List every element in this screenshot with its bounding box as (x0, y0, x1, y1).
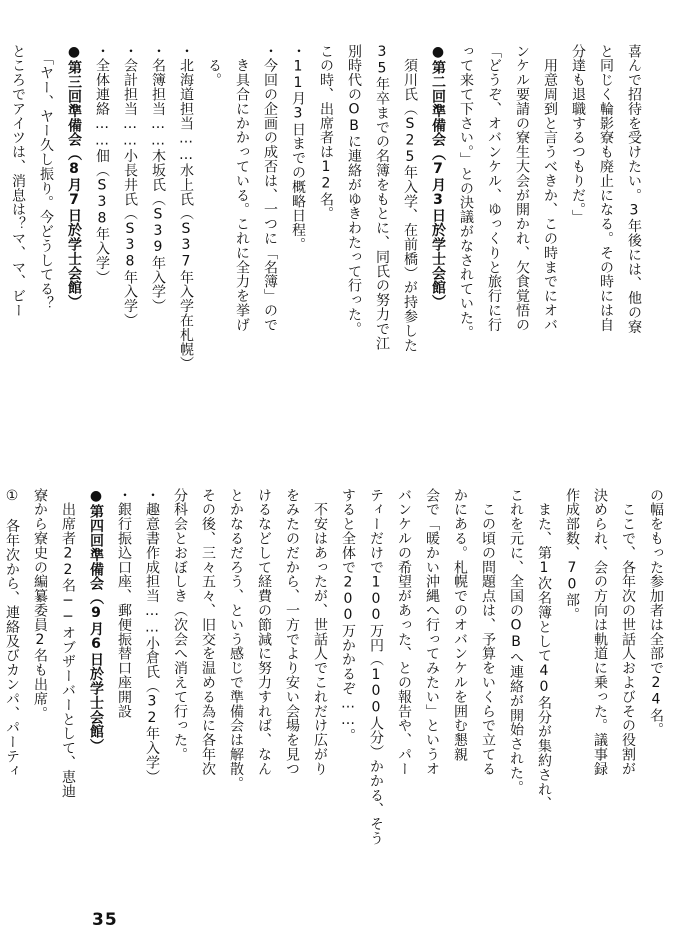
text-line: って来て下さい。」との決議がなされていた。 (458, 44, 474, 340)
lower-text-block (4, 488, 670, 902)
text-line: 「ヤー、ヤー久し振り。今どうしてる？ (38, 44, 54, 311)
text-line: ここで、各年次の世話人およびその役割が (620, 488, 636, 776)
text-line: また、第1次名簿として40名分が集約され、 (536, 488, 552, 811)
text-line: 35年卒までの名簿をもとに、同氏の努力で江 (374, 44, 390, 351)
text-line: かにある。札幌でのオバンケルを囲む懇親 (452, 488, 468, 762)
text-line: の幅をもった参加者は全部で24名。 (648, 488, 664, 737)
text-line: この時、出席者は12名。 (318, 44, 334, 221)
text-line: ・会計担当……小長井氏（S38年入学） (122, 44, 138, 328)
text-line: これを元に、全国のOBへ連絡が開始された。 (508, 488, 524, 795)
text-line: をみたのだから、一方でより安い会場を見つ (284, 488, 300, 776)
text-line: バンケルの希望があった、との報告や、パー (396, 488, 412, 776)
text-line: 用意周到と言うべきか、この時までにオバ (542, 44, 558, 332)
text-line: とかなるだろう、という感じで準備会は解散。 (228, 488, 244, 791)
text-line: 分科会とおぼしき（次会へ消えて行った。 (172, 488, 188, 762)
text-line: と同じく輪影寮も廃止になる。その時には自 (598, 44, 614, 332)
text-line (0, 44, 4, 458)
text-line: 別時代のOBに連絡がゆきわたって行った。 (346, 44, 362, 336)
text-line: 決められ、会の方向は軌道に乗った。議事録 (592, 488, 608, 776)
text-line: ・北海道担当……水上氏（S37年入学在札幌） (178, 44, 194, 371)
text-line: 喜んで招待を受けたい。3年後には、他の寮 (626, 44, 642, 334)
text-line: ・全体連絡……佃（S38年入学） (94, 44, 110, 285)
text-line: 作成部数、70部。 (564, 488, 580, 622)
text-line: この頃の問題点は、予算をいくらで立てる (480, 488, 496, 776)
text-line: ・銀行振込口座、郵便振替口座開設 (116, 488, 132, 719)
text-line: ところでアイツは、消息は？マ、マ、ビー (10, 44, 26, 318)
text-line: ① 各年次から、連絡及びカンパ、パーティ (4, 488, 20, 778)
text-line: ・11月3日までの概略日程。 (290, 44, 306, 252)
upper-text-block (10, 44, 648, 458)
text-line: ・名簿担当……木坂氏（S39年入学） (150, 44, 166, 314)
section-heading: ●第三回準備会（8月7日於学士会館） (66, 44, 82, 310)
text-line: る。 (206, 44, 222, 88)
text-line: き具合にかかっている。これに全力を挙げ (234, 44, 250, 332)
section-heading: ●第二回準備会（7月3日於学士会館） (430, 44, 446, 310)
text-line: その後、三々五々、旧交を温める為に各年次 (200, 488, 216, 776)
text-line: 「どうぞ、オバンケル、ゆっくりと旅行に行 (486, 44, 502, 332)
text-line: 須川氏（S25年入学、在前橋）が持参した (402, 44, 418, 353)
text-line: 出席者22名──オブザーバーとして、恵迪 (60, 488, 76, 799)
text-line: 寮から寮史の編纂委員2名も出席。 (32, 488, 48, 721)
text-line: 会で「暖かい沖縄へ行ってみたい」というオ (424, 488, 440, 776)
text-line: ティーだけで100万円（100人分）かかる、そう (368, 488, 384, 846)
text-line: ンケル要請の寮生大会が開かれ、欠食覚悟の (514, 44, 530, 332)
text-line: 不安はあったが、世話人でこれだけ広がり (312, 488, 328, 776)
text-line: すると全体で200万かかるぞ……。 (340, 488, 356, 743)
text-line: ・趣意書作成担当……小倉氏（32年入学） (144, 488, 160, 784)
text-line: ・今回の企画の成否は、一つに「名簿」ので (262, 44, 278, 332)
text-line: 分達も退職するつもりだ。」 (570, 44, 586, 225)
section-heading: ●第四回準備会（9月6日於学士会館） (88, 488, 104, 754)
page-number: 35 (92, 910, 118, 930)
text-line: けるなどして経費の節減に努力すれば、なん (256, 488, 272, 776)
